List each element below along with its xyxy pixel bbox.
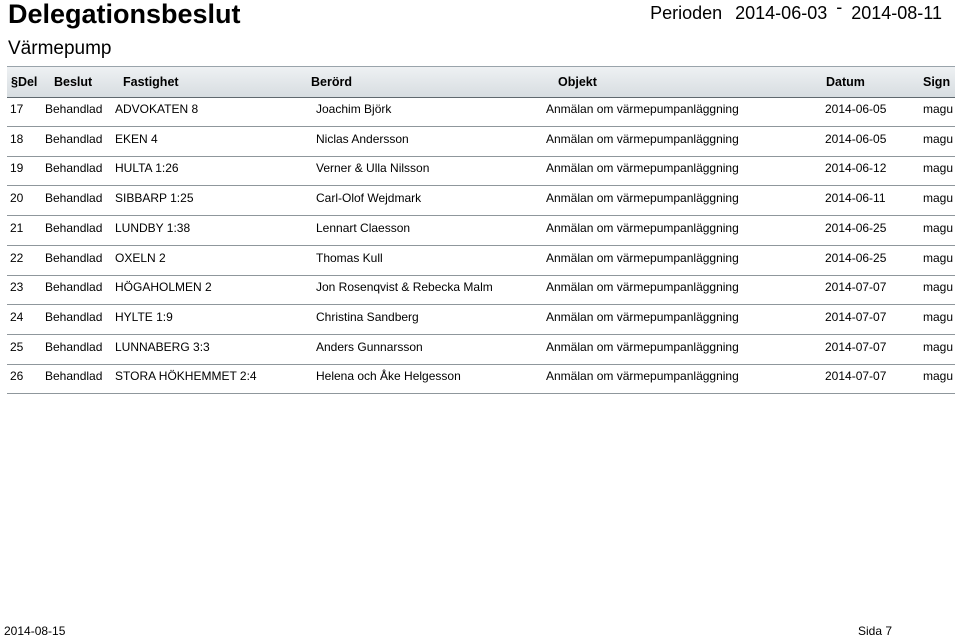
cell-del: 24 xyxy=(10,309,24,324)
cell-berord: Verner & Ulla Nilsson xyxy=(316,161,430,176)
cell-sign: magu xyxy=(923,191,954,206)
cell-objekt: Anmälan om värmepumpanläggning xyxy=(546,250,739,265)
cell-beslut: Behandlad xyxy=(45,220,103,235)
table-header xyxy=(7,66,955,98)
table-row xyxy=(7,96,955,127)
cell-datum: 2014-07-07 xyxy=(825,280,887,295)
cell-berord: Lennart Claesson xyxy=(316,220,411,235)
cell-berord: Anders Gunnarsson xyxy=(316,339,423,354)
column-header-objekt: Objekt xyxy=(558,75,597,89)
table-row xyxy=(7,334,955,365)
cell-objekt: Anmälan om värmepumpanläggning xyxy=(546,102,739,116)
cell-del: 21 xyxy=(10,220,24,235)
cell-objekt: Anmälan om värmepumpanläggning xyxy=(546,309,739,324)
table-row xyxy=(7,304,955,335)
cell-objekt: Anmälan om värmepumpanläggning xyxy=(546,131,739,146)
cell-datum: 2014-06-05 xyxy=(825,131,887,146)
cell-fastighet: LUNDBY 1:38 xyxy=(115,220,191,235)
cell-sign: magu xyxy=(923,131,954,146)
cell-datum: 2014-06-25 xyxy=(825,250,887,265)
table-row xyxy=(7,215,955,246)
cell-objekt: Anmälan om värmepumpanläggning xyxy=(546,369,739,384)
cell-objekt: Anmälan om värmepumpanläggning xyxy=(546,220,739,235)
cell-sign: magu xyxy=(923,102,954,116)
cell-fastighet: HYLTE 1:9 xyxy=(115,309,173,324)
cell-berord: Joachim Björk xyxy=(316,102,392,116)
table-row xyxy=(7,185,955,216)
column-header-datum: Datum xyxy=(826,75,865,89)
column-header-sign: Sign xyxy=(923,75,951,89)
cell-berord: Carl-Olof Wejdmark xyxy=(316,191,422,206)
cell-beslut: Behandlad xyxy=(45,369,103,384)
cell-sign: magu xyxy=(923,280,954,295)
cell-beslut: Behandlad xyxy=(45,102,103,116)
cell-datum: 2014-06-12 xyxy=(825,161,887,176)
footer-date: 2014-08-15 xyxy=(4,624,66,638)
cell-sign: magu xyxy=(923,220,954,235)
cell-datum: 2014-06-05 xyxy=(825,102,887,116)
cell-datum: 2014-07-07 xyxy=(825,309,887,324)
period-end: 2014-08-11 xyxy=(851,3,942,23)
footer-page-number: Sida 7 xyxy=(857,624,892,638)
cell-beslut: Behandlad xyxy=(45,280,103,295)
cell-del: 22 xyxy=(10,250,24,265)
cell-fastighet: OXELN 2 xyxy=(115,250,166,265)
cell-sign: magu xyxy=(923,339,954,354)
cell-del: 25 xyxy=(10,339,24,354)
cell-del: 19 xyxy=(10,161,24,176)
cell-beslut: Behandlad xyxy=(45,339,103,354)
cell-del: 20 xyxy=(10,191,24,206)
page-title: Delegationsbeslut xyxy=(8,0,241,29)
column-header-berord: Berörd xyxy=(311,75,352,89)
cell-sign: magu xyxy=(923,309,954,324)
cell-beslut: Behandlad xyxy=(45,309,103,324)
table-row xyxy=(7,126,955,157)
cell-fastighet: STORA HÖKHEMMET 2:4 xyxy=(115,369,257,384)
column-header-del: §Del xyxy=(11,75,38,89)
cell-fastighet: ADVOKATEN 8 xyxy=(115,102,199,116)
cell-fastighet: HULTA 1:26 xyxy=(115,161,179,176)
cell-del: 26 xyxy=(10,369,24,384)
cell-sign: magu xyxy=(923,369,954,384)
cell-fastighet: LUNNABERG 3:3 xyxy=(115,339,210,354)
cell-datum: 2014-07-07 xyxy=(825,339,887,354)
column-header-beslut: Beslut xyxy=(54,75,93,89)
cell-berord: Jon Rosenqvist & Rebecka Malm xyxy=(316,280,493,295)
cell-sign: magu xyxy=(923,161,954,176)
cell-beslut: Behandlad xyxy=(45,161,103,176)
table-row xyxy=(7,155,955,186)
cell-beslut: Behandlad xyxy=(45,191,103,206)
column-header-fastighet: Fastighet xyxy=(123,75,179,89)
cell-beslut: Behandlad xyxy=(45,250,103,265)
page-subtitle: Värmepump xyxy=(8,38,112,59)
table-row xyxy=(7,245,955,276)
cell-del: 23 xyxy=(10,280,24,295)
period-start: 2014-06-03 xyxy=(735,3,828,23)
cell-del: 18 xyxy=(10,131,24,146)
table-row xyxy=(7,363,955,394)
cell-fastighet: EKEN 4 xyxy=(115,131,158,146)
cell-objekt: Anmälan om värmepumpanläggning xyxy=(546,191,739,206)
cell-del: 17 xyxy=(10,102,24,116)
cell-berord: Thomas Kull xyxy=(316,250,383,265)
cell-berord: Niclas Andersson xyxy=(316,131,409,146)
period-label: Perioden xyxy=(650,3,723,23)
cell-beslut: Behandlad xyxy=(45,131,103,146)
cell-objekt: Anmälan om värmepumpanläggning xyxy=(546,161,739,176)
cell-datum: 2014-06-11 xyxy=(825,191,886,206)
cell-berord: Helena och Åke Helgesson xyxy=(316,369,461,384)
cell-datum: 2014-06-25 xyxy=(825,220,887,235)
cell-fastighet: HÖGAHOLMEN 2 xyxy=(115,280,212,295)
cell-objekt: Anmälan om värmepumpanläggning xyxy=(546,280,739,295)
table-row xyxy=(7,274,955,305)
cell-berord: Christina Sandberg xyxy=(316,309,419,324)
cell-sign: magu xyxy=(923,250,954,265)
period-range xyxy=(642,2,942,24)
cell-datum: 2014-07-07 xyxy=(825,369,887,384)
cell-fastighet: SIBBARP 1:25 xyxy=(115,191,194,206)
period-separator: - xyxy=(836,0,843,17)
cell-objekt: Anmälan om värmepumpanläggning xyxy=(546,339,739,354)
